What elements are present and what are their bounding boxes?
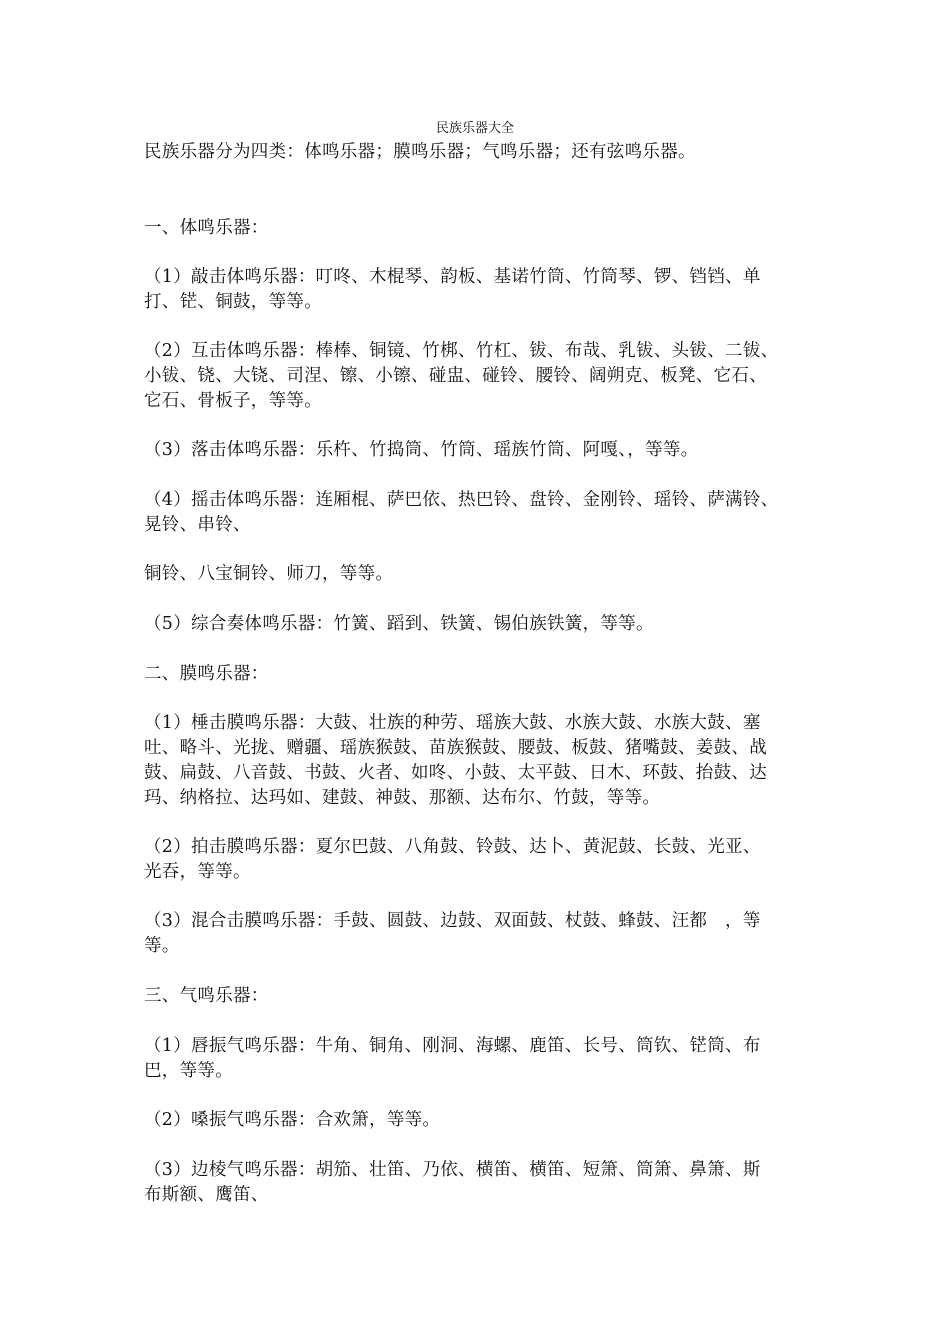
text-line: 鼓、扁鼓、八音鼓、书鼓、火者、如咚、小鼓、太平鼓、日木、环鼓、抬鼓、达 [144, 763, 767, 783]
text-line: 三、气鸣乐器： [144, 986, 269, 1006]
paragraph-percussion-concussion [144, 339, 814, 414]
paragraph-percussion-shaken-cont [144, 562, 814, 587]
text-line: （5）综合奏体鸣乐器：竹簧、蹈到、铁簧、锡伯族铁簧，等等。 [144, 614, 654, 634]
paragraph-wind-lip [144, 1034, 814, 1084]
paragraph-membrane-struck [144, 711, 814, 811]
text-line: （2）拍击膜鸣乐器：夏尔巴鼓、八角鼓、铃鼓、达卜、黄泥鼓、长鼓、光亚、 [144, 837, 761, 857]
paragraph-heading-3 [144, 984, 814, 1009]
text-line: 晃铃、串铃、 [144, 515, 251, 535]
text-line: 玛、纳格拉、达玛如、建鼓、神鼓、那额、达布尔、竹鼓，等等。 [144, 788, 661, 808]
text-line: 铜铃、八宝铜铃、师刀，等等。 [144, 564, 394, 584]
text-line: 吐、略斗、光拢、赠疆、瑶族猴鼓、苗族猴鼓、腰鼓、板鼓、猪嘴鼓、姜鼓、战 [144, 738, 767, 758]
text-line: （2）互击体鸣乐器：棒棒、铜镜、竹梆、竹杠、钹、布哉、乳钹、头钹、二钹、 [144, 341, 779, 361]
paragraph-membrane-mixed [144, 909, 814, 959]
text-line: 打、铓、铜鼓，等等。 [144, 292, 322, 312]
paragraph-percussion-combined [144, 612, 814, 637]
paragraph-percussion-struck [144, 265, 814, 315]
paragraph-percussion-shaken [144, 488, 814, 538]
text-line: （3）混合击膜鸣乐器：手鼓、圆鼓、边鼓、双面鼓、杖鼓、蜂鼓、汪都 ，等 [144, 911, 761, 931]
text-line: （3）边棱气鸣乐器：胡笳、壮笛、乃依、横笛、横笛、短箫、筒箫、鼻箫、斯 [144, 1160, 761, 1180]
text-line: 民族乐器分为四类：体鸣乐器；膜鸣乐器；气鸣乐器；还有弦鸣乐器。 [144, 142, 696, 162]
text-line: （1）棰击膜鸣乐器：大鼓、壮族的种劳、瑶族大鼓、水族大鼓、水族大鼓、塞 [144, 713, 761, 733]
paragraph-wind-edge [144, 1158, 814, 1208]
text-line: （2）嗓振气鸣乐器：合欢箫，等等。 [144, 1110, 441, 1130]
paragraph-wind-throat [144, 1108, 814, 1133]
paragraph-heading-1 [144, 216, 814, 241]
text-line: 它石、骨板子，等等。 [144, 391, 322, 411]
text-line: 等。 [144, 936, 180, 956]
text-line: （3）落击体鸣乐器：乐杵、竹捣筒、竹筒、瑶族竹筒、阿嘎、，等等。 [144, 440, 699, 460]
text-line: 小钹、铙、大铙、司涅、镲、小镲、碰盅、碰铃、腰铃、阔朔克、板凳、它石、 [144, 366, 767, 386]
text-line: 布斯额、鹰笛、 [144, 1185, 269, 1205]
text-line: 光吞，等等。 [144, 862, 251, 882]
intro-paragraph [144, 140, 814, 165]
text-line: （1）敲击体鸣乐器：叮咚、木棍琴、韵板、基诺竹筒、竹筒琴、锣、铛铛、单 [144, 267, 761, 287]
paragraph-membrane-hand [144, 835, 814, 885]
text-line: 二、膜鸣乐器： [144, 664, 269, 684]
paragraph-percussion-stamped [144, 438, 814, 463]
text-line: 巴，等等。 [144, 1061, 233, 1081]
text-line: （1）唇振气鸣乐器：牛角、铜角、刚洞、海螺、鹿笛、长号、筒钦、铓筒、布 [144, 1036, 761, 1056]
text-line: （4）摇击体鸣乐器：连厢棍、萨巴依、热巴铃、盘铃、金刚铃、瑶铃、萨满铃、 [144, 490, 779, 510]
paragraph-heading-2 [144, 662, 814, 687]
text-line: 一、体鸣乐器： [144, 218, 269, 238]
document-title: 民族乐器大全 [435, 121, 514, 136]
